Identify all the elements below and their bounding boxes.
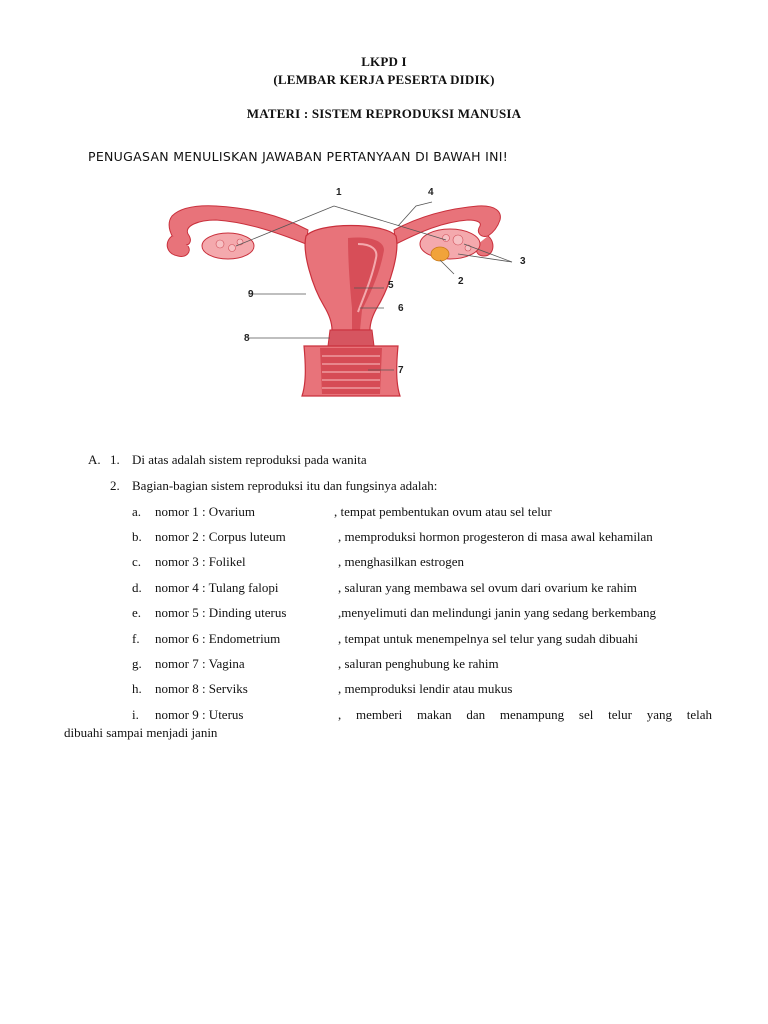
item-function: , tempat pembentukan ovum atau sel telur [334,504,552,519]
diagram-label-7: 7 [398,365,404,376]
item-marker: i. [132,707,139,722]
item-marker: g. [132,656,142,671]
item-marker: c. [132,554,142,569]
item-function: , memproduksi hormon progesteron di masa awal kehamilan [338,529,653,544]
item-label: nomor 4 : Tulang falopi [155,580,279,595]
item-marker: h. [132,681,142,696]
item-label: nomor 6 : Endometrium [155,631,281,646]
diagram-label-1: 1 [336,187,342,198]
item-function: , memberi makan dan menampung sel telur yang telah [338,707,712,722]
item-label: nomor 2 : Corpus luteum [155,529,286,544]
cervix [328,330,374,346]
item-function: , saluran yang membawa sel ovum dari ovarium ke rahim [338,580,637,595]
item-function: ,menyelimuti dan melindungi janin yang sedang berkembang [338,605,657,620]
item-marker: a. [132,504,142,519]
corpus-luteum [431,247,449,261]
diagram-label-3: 3 [520,256,526,267]
item-marker: e. [132,605,142,620]
item-label: nomor 5 : Dinding uterus [155,605,287,620]
reproductive-system-diagram [158,178,544,403]
doc-title: LKPD I [361,54,407,69]
diagram-label-4: 4 [428,187,434,198]
diagram-label-5: 5 [388,280,394,291]
item-marker: f. [132,631,140,646]
task-instruction: PENUGASAN MENULISKAN JAWABAN PERTANYAAN DI BAWAH INI! [88,149,509,164]
item-label: nomor 3 : Folikel [155,554,246,569]
diagram-label-2: 2 [458,276,464,287]
diagram-label-8: 8 [244,333,250,344]
item-label: nomor 8 : Serviks [155,681,248,696]
item-label: nomor 9 : Uterus [155,707,244,722]
item-function: , memproduksi lendir atau mukus [338,681,513,696]
left-ovary [202,233,254,259]
uterus-illustration [158,178,544,403]
section-marker: A. [88,452,101,467]
item-marker: b. [132,529,142,544]
question-number: 1. [110,452,120,467]
item-function: , menghasilkan estrogen [338,554,464,569]
right-ovary [420,229,480,259]
question-text: Di atas adalah sistem reproduksi pada wanita [132,452,367,467]
diagram-label-6: 6 [398,303,404,314]
item-marker: d. [132,580,142,595]
doc-subtitle: (LEMBAR KERJA PESERTA DIDIK) [273,72,495,87]
doc-topic: MATERI : SISTEM REPRODUKSI MANUSIA [246,106,522,121]
item-function: , tempat untuk menempelnya sel telur yang sudah dibuahi [338,631,639,646]
item-label: nomor 1 : Ovarium [155,504,256,519]
question-text: Bagian-bagian sistem reproduksi itu dan fungsinya adalah: [132,478,438,493]
item-label: nomor 7 : Vagina [155,656,245,671]
item-function: , saluran penghubung ke rahim [338,656,499,671]
diagram-label-9: 9 [248,289,254,300]
question-number: 2. [110,478,120,493]
item-function-continuation: dibuahi sampai menjadi janin [64,725,218,740]
